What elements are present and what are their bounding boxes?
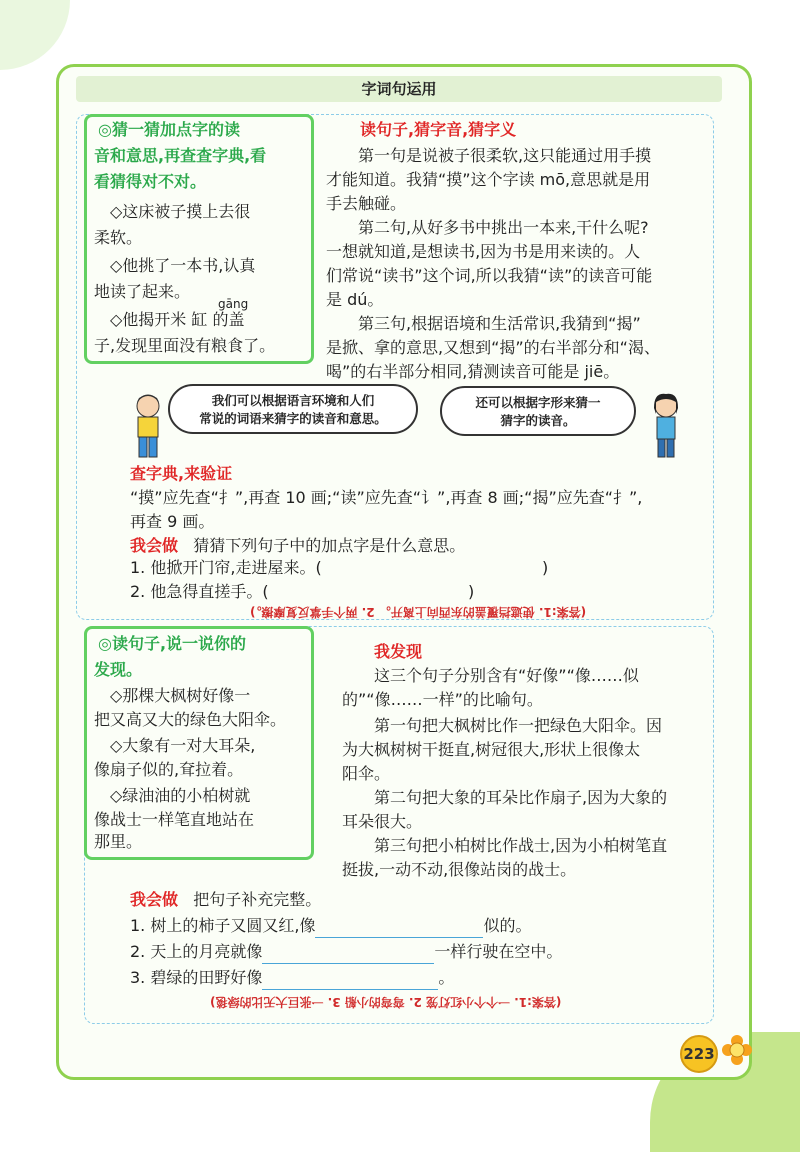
sentence-line: ◇绿油油的小柏树就	[110, 786, 251, 805]
fill-item: 3. 碧绿的田野好像 。	[130, 966, 454, 990]
sentence-line: ◇这床被子摸上去很	[110, 202, 251, 221]
fill-item: 1. 树上的柿子又圆又红,像 似的。	[130, 914, 531, 938]
exercise-item: 2. 他急得直搓手。(	[130, 582, 269, 601]
dict-title: 查字典,来验证	[130, 464, 233, 483]
reading-title: 读句子,猜字音,猜字义	[360, 120, 517, 139]
corner-decoration	[0, 0, 70, 70]
discover-line: 耳朵很大。	[342, 812, 423, 831]
sentence-line: 把又高又大的绿色大阳伞。	[94, 710, 287, 729]
fill-item: 2. 天上的月亮就像 一样行驶在空中。	[130, 940, 562, 964]
instruction-line: 发现。	[94, 660, 143, 679]
reading-line: 第三句,根据语境和生活常识,我猜到“揭”	[358, 314, 641, 333]
reading-line: 喝”的右半部分相同,猜测读音可能是 jiē。	[326, 362, 620, 381]
discover-line: 阳伞。	[342, 764, 391, 783]
dict-line: “摸”应先查“扌”,再查 10 画;“读”应先查“讠”,再查 8 画;“揭”应先查“扌”,	[130, 488, 643, 507]
reading-line: 是 dú。	[326, 290, 384, 309]
flower-icon	[722, 1035, 752, 1065]
discover-line: 的”“像……一样”的比喻句。	[342, 690, 543, 709]
reading-line: 是掀、拿的意思,又想到“揭”的右半部分和“渴、	[326, 338, 660, 357]
reading-line: 手去触碰。	[326, 194, 407, 213]
fill-blank[interactable]	[262, 971, 438, 990]
sentence-line: 像战士一样笔直地站在	[94, 810, 255, 829]
sentence-line: ◇大象有一对大耳朵,	[110, 736, 256, 755]
reading-line: 第二句,从好多书中挑出一本来,干什么呢?	[358, 218, 649, 237]
reading-line: 才能知道。我猜“摸”这个字读 mō,意思就是用	[326, 170, 651, 189]
pinyin-annotation: gāng	[218, 297, 249, 311]
speech-bubble-left: 我们可以根据语言环境和人们 常说的词语来猜字的读音和意思。	[168, 384, 418, 434]
exercise-close-paren: )	[542, 558, 549, 577]
speech-bubble-right: 还可以根据字形来猜一 猜字的读音。	[440, 386, 636, 436]
answer-upside-down: (答案:1. 一个个小红灯笼 2. 弯弯的小船 3. 一张巨大无比的绿毯)	[210, 995, 562, 1009]
discover-title: 我发现	[374, 642, 423, 661]
sentence-line: 地读了起来。	[94, 282, 191, 301]
sentence-line: ◇那棵大枫树好像一	[110, 686, 251, 705]
girl-illustration	[648, 392, 684, 464]
fill-blank[interactable]	[262, 945, 434, 964]
discover-line: 第一句把大枫树比作一把绿色大阳伞。因	[374, 716, 663, 735]
answer-upside-down: (答案:1. 使遮挡覆盖的东西向上离开。 2. 两个手掌反复摩擦。)	[250, 605, 587, 619]
fill-blank[interactable]	[315, 919, 483, 938]
sentence-line: 柔软。	[94, 228, 143, 247]
instruction-line: ◎读句子,说一说你的	[98, 634, 247, 653]
discover-line: 挺拔,一动不动,很像站岗的战士。	[342, 860, 577, 879]
exercise-close-paren: )	[468, 582, 475, 601]
discover-line: 第二句把大象的耳朵比作扇子,因为大象的	[374, 788, 668, 807]
sentence-line: 子,发现里面没有粮食了。	[94, 336, 276, 355]
discover-line: 为大枫树树干挺直,树冠很大,形状上很像太	[342, 740, 641, 759]
page-title: 字词句运用	[76, 76, 722, 102]
discover-line: 第三句把小柏树比作战士,因为小柏树笔直	[374, 836, 668, 855]
exercise-heading: 我会做 猜猜下列句子中的加点字是什么意思。	[130, 536, 466, 555]
boy-illustration	[128, 392, 168, 464]
sentence-line: ◇他挑了一本书,认真	[110, 256, 256, 275]
sentence-line: 那里。	[94, 832, 143, 851]
exercise-heading: 我会做 把句子补充完整。	[130, 890, 322, 909]
instruction-line: 音和意思,再查查字典,看	[94, 146, 267, 165]
sentence-line: ◇他揭开米 缸 的盖	[110, 310, 245, 329]
reading-line: 一想就知道,是想读书,因为书是用来读的。人	[326, 242, 641, 261]
page-number: 223	[680, 1035, 718, 1073]
instruction-line: ◎猜一猜加点字的读	[98, 120, 240, 139]
discover-line: 这三个句子分别含有“好像”“像……似	[374, 666, 639, 685]
reading-line: 们常说“读书”这个词,所以我猜“读”的读音可能	[326, 266, 653, 285]
exercise-item: 1. 他掀开门帘,走进屋来。(	[130, 558, 322, 577]
reading-line: 第一句是说被子很柔软,这只能通过用手摸	[358, 146, 652, 165]
instruction-line: 看猜得对不对。	[94, 172, 207, 191]
dict-line: 再查 9 画。	[130, 512, 215, 531]
sentence-line: 像扇子似的,耷拉着。	[94, 760, 244, 779]
